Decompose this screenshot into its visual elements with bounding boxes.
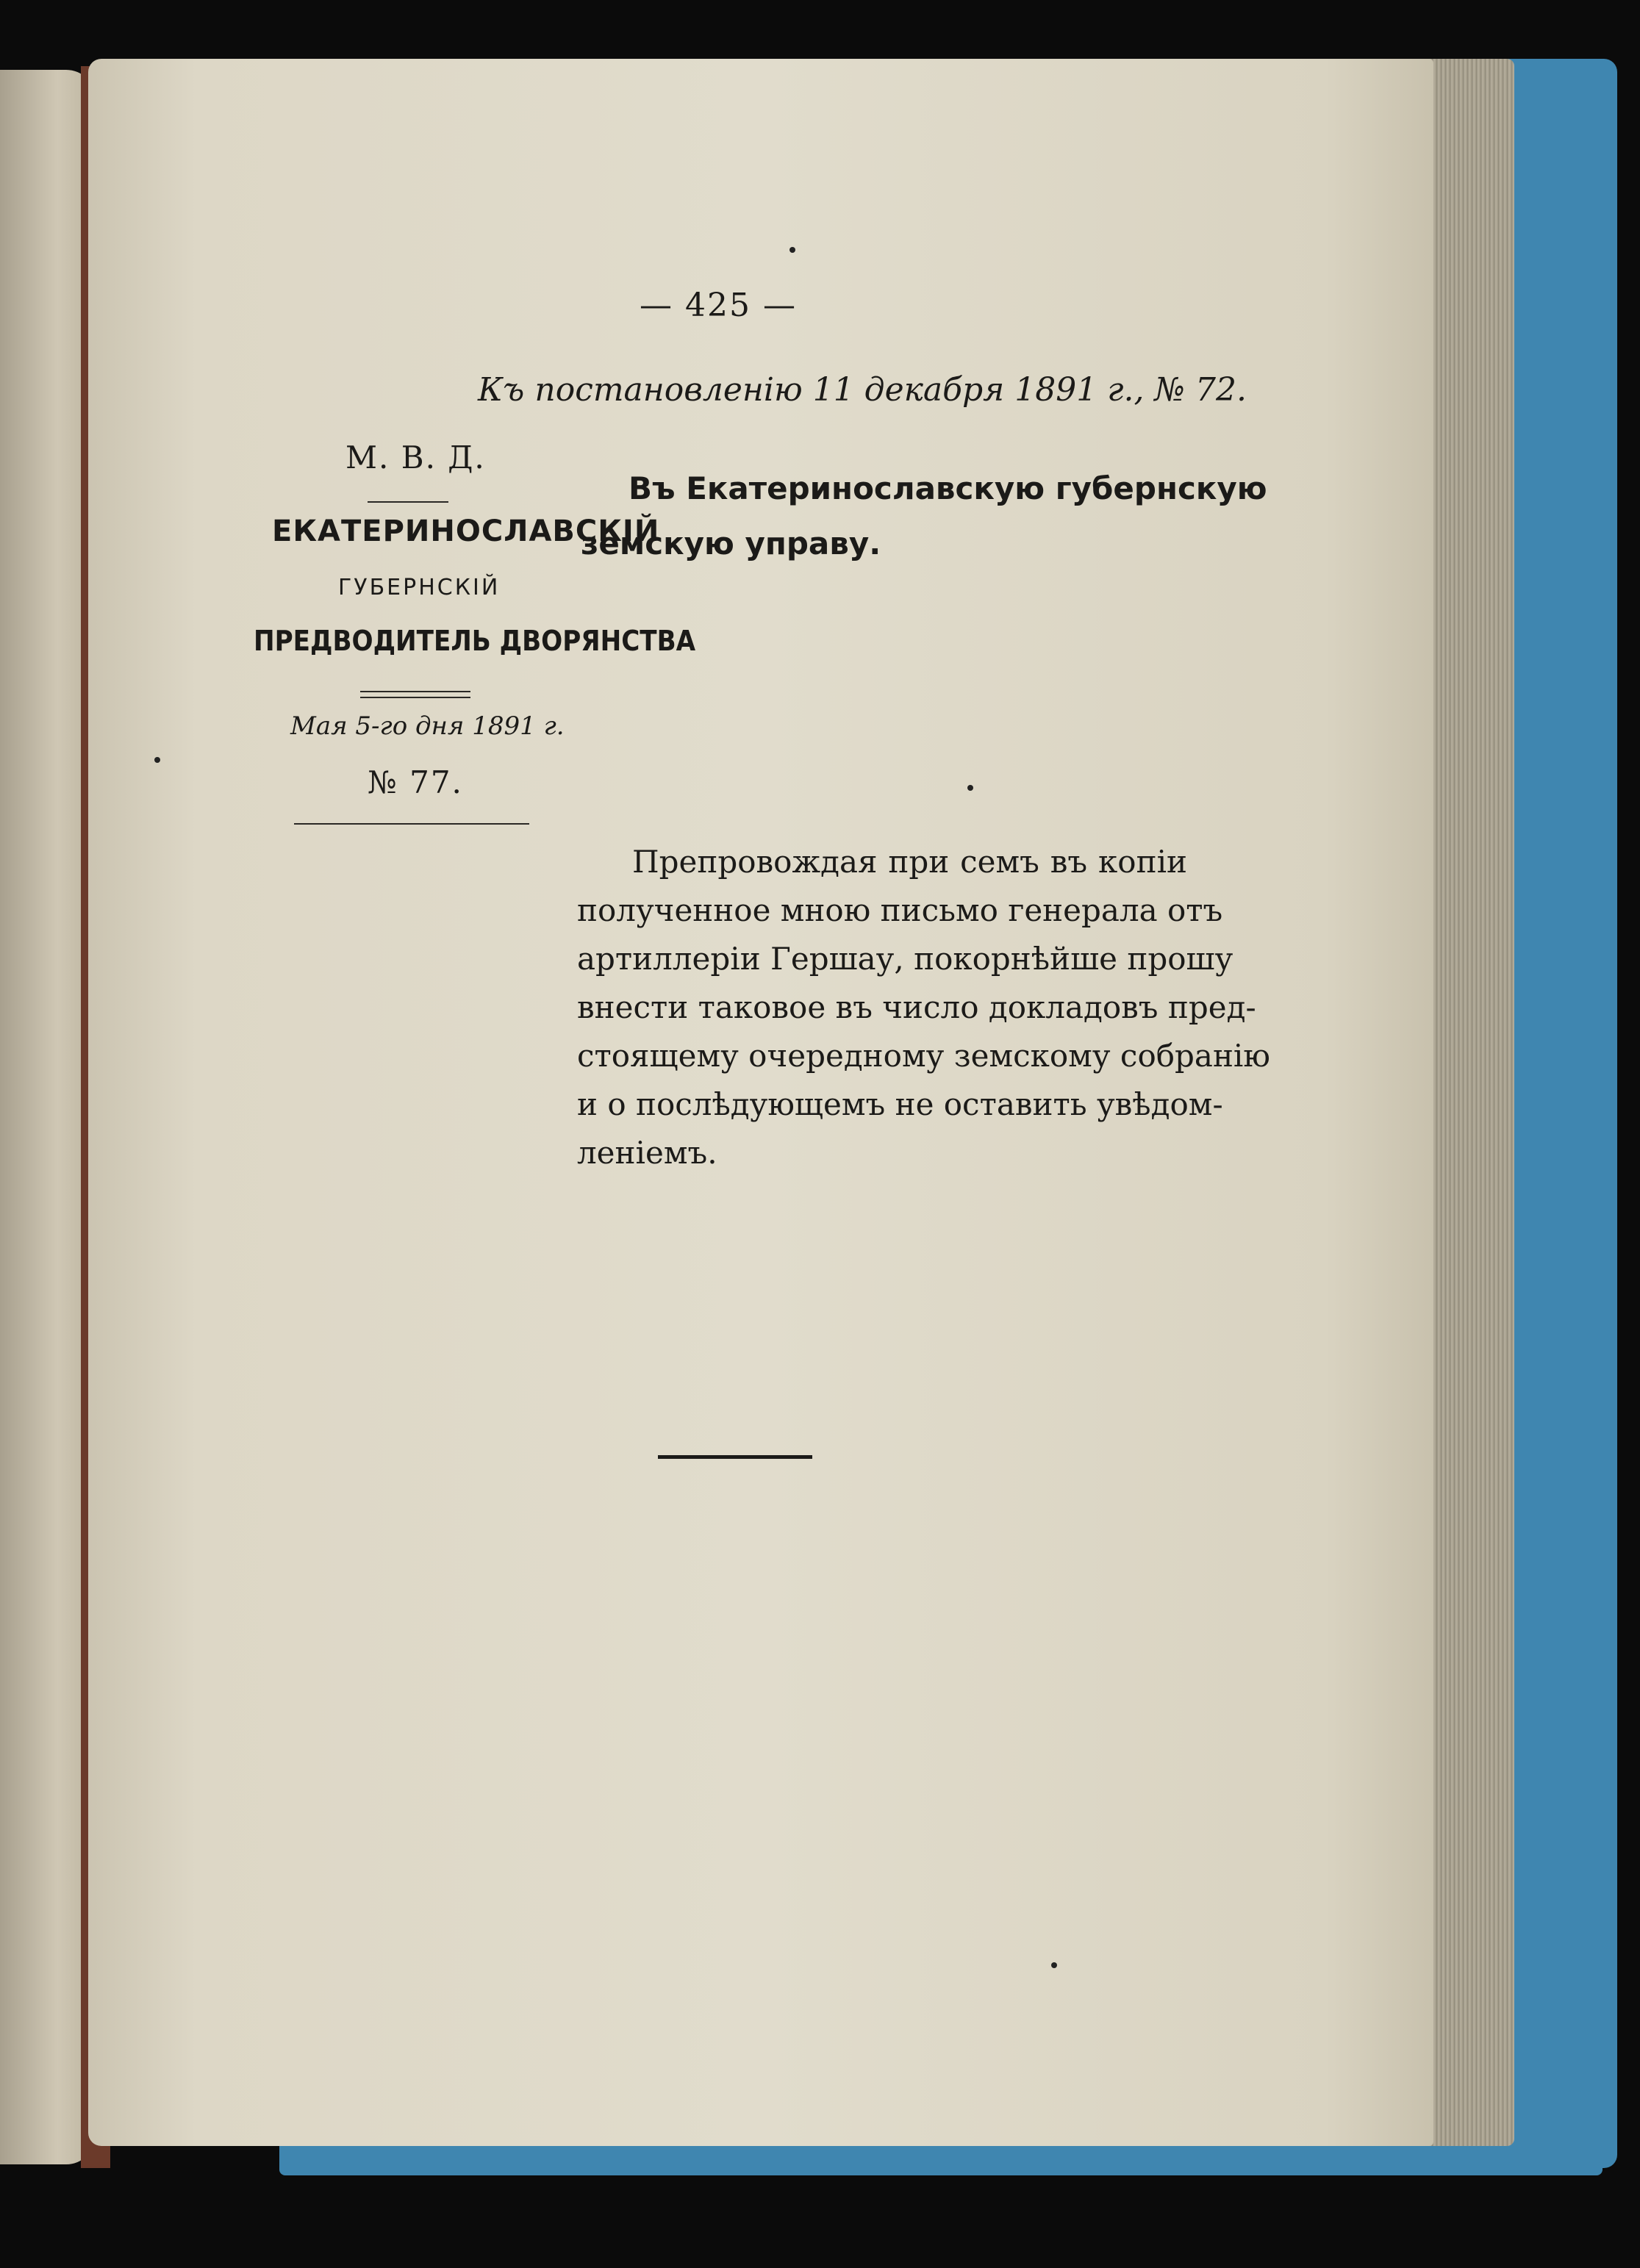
divider	[360, 697, 470, 698]
ministry-label: М. В. Д.	[345, 439, 486, 476]
body-line: артиллеріи Гершау, покорнѣйше прошу	[577, 941, 1233, 977]
letter-body	[577, 838, 1270, 1177]
ink-speck	[154, 757, 160, 763]
sender-title: ПРЕДВОДИТЕЛЬ ДВОРЯНСТВА	[254, 625, 696, 657]
divider	[360, 691, 470, 692]
governorate-label: ЕКАТЕРИНОСЛАВСКІЙ	[272, 514, 660, 548]
addressee-line-1: Въ Екатеринославскую губернскую	[629, 470, 1267, 506]
end-rule	[658, 1455, 812, 1459]
divider	[294, 823, 529, 825]
divider	[368, 501, 448, 503]
letter-date: Мая 5-го дня 1891 г.	[290, 711, 565, 741]
ink-speck	[967, 785, 973, 791]
body-line: полученное мною письмо генерала отъ	[577, 892, 1223, 928]
addressee-line-2: земскую управу.	[581, 525, 881, 561]
page-number: — 425 —	[640, 287, 797, 324]
reference-line: Къ постановленію 11 декабря 1891 г., № 72.	[478, 371, 1247, 409]
rank-label: ГУБЕРНСКІЙ	[338, 575, 501, 600]
ink-speck	[1051, 1962, 1057, 1968]
ink-speck	[789, 247, 795, 253]
letter-number: № 77.	[368, 764, 463, 800]
body-line: леніемъ.	[577, 1135, 717, 1171]
body-line: внести таковое въ число докладовъ пред-	[577, 989, 1256, 1025]
body-line: и о послѣдующемъ не оставить увѣдом-	[577, 1086, 1223, 1122]
body-line: Препровождая при семъ въ копіи	[632, 844, 1187, 880]
body-line: стоящему очередному земскому собранію	[577, 1038, 1270, 1074]
